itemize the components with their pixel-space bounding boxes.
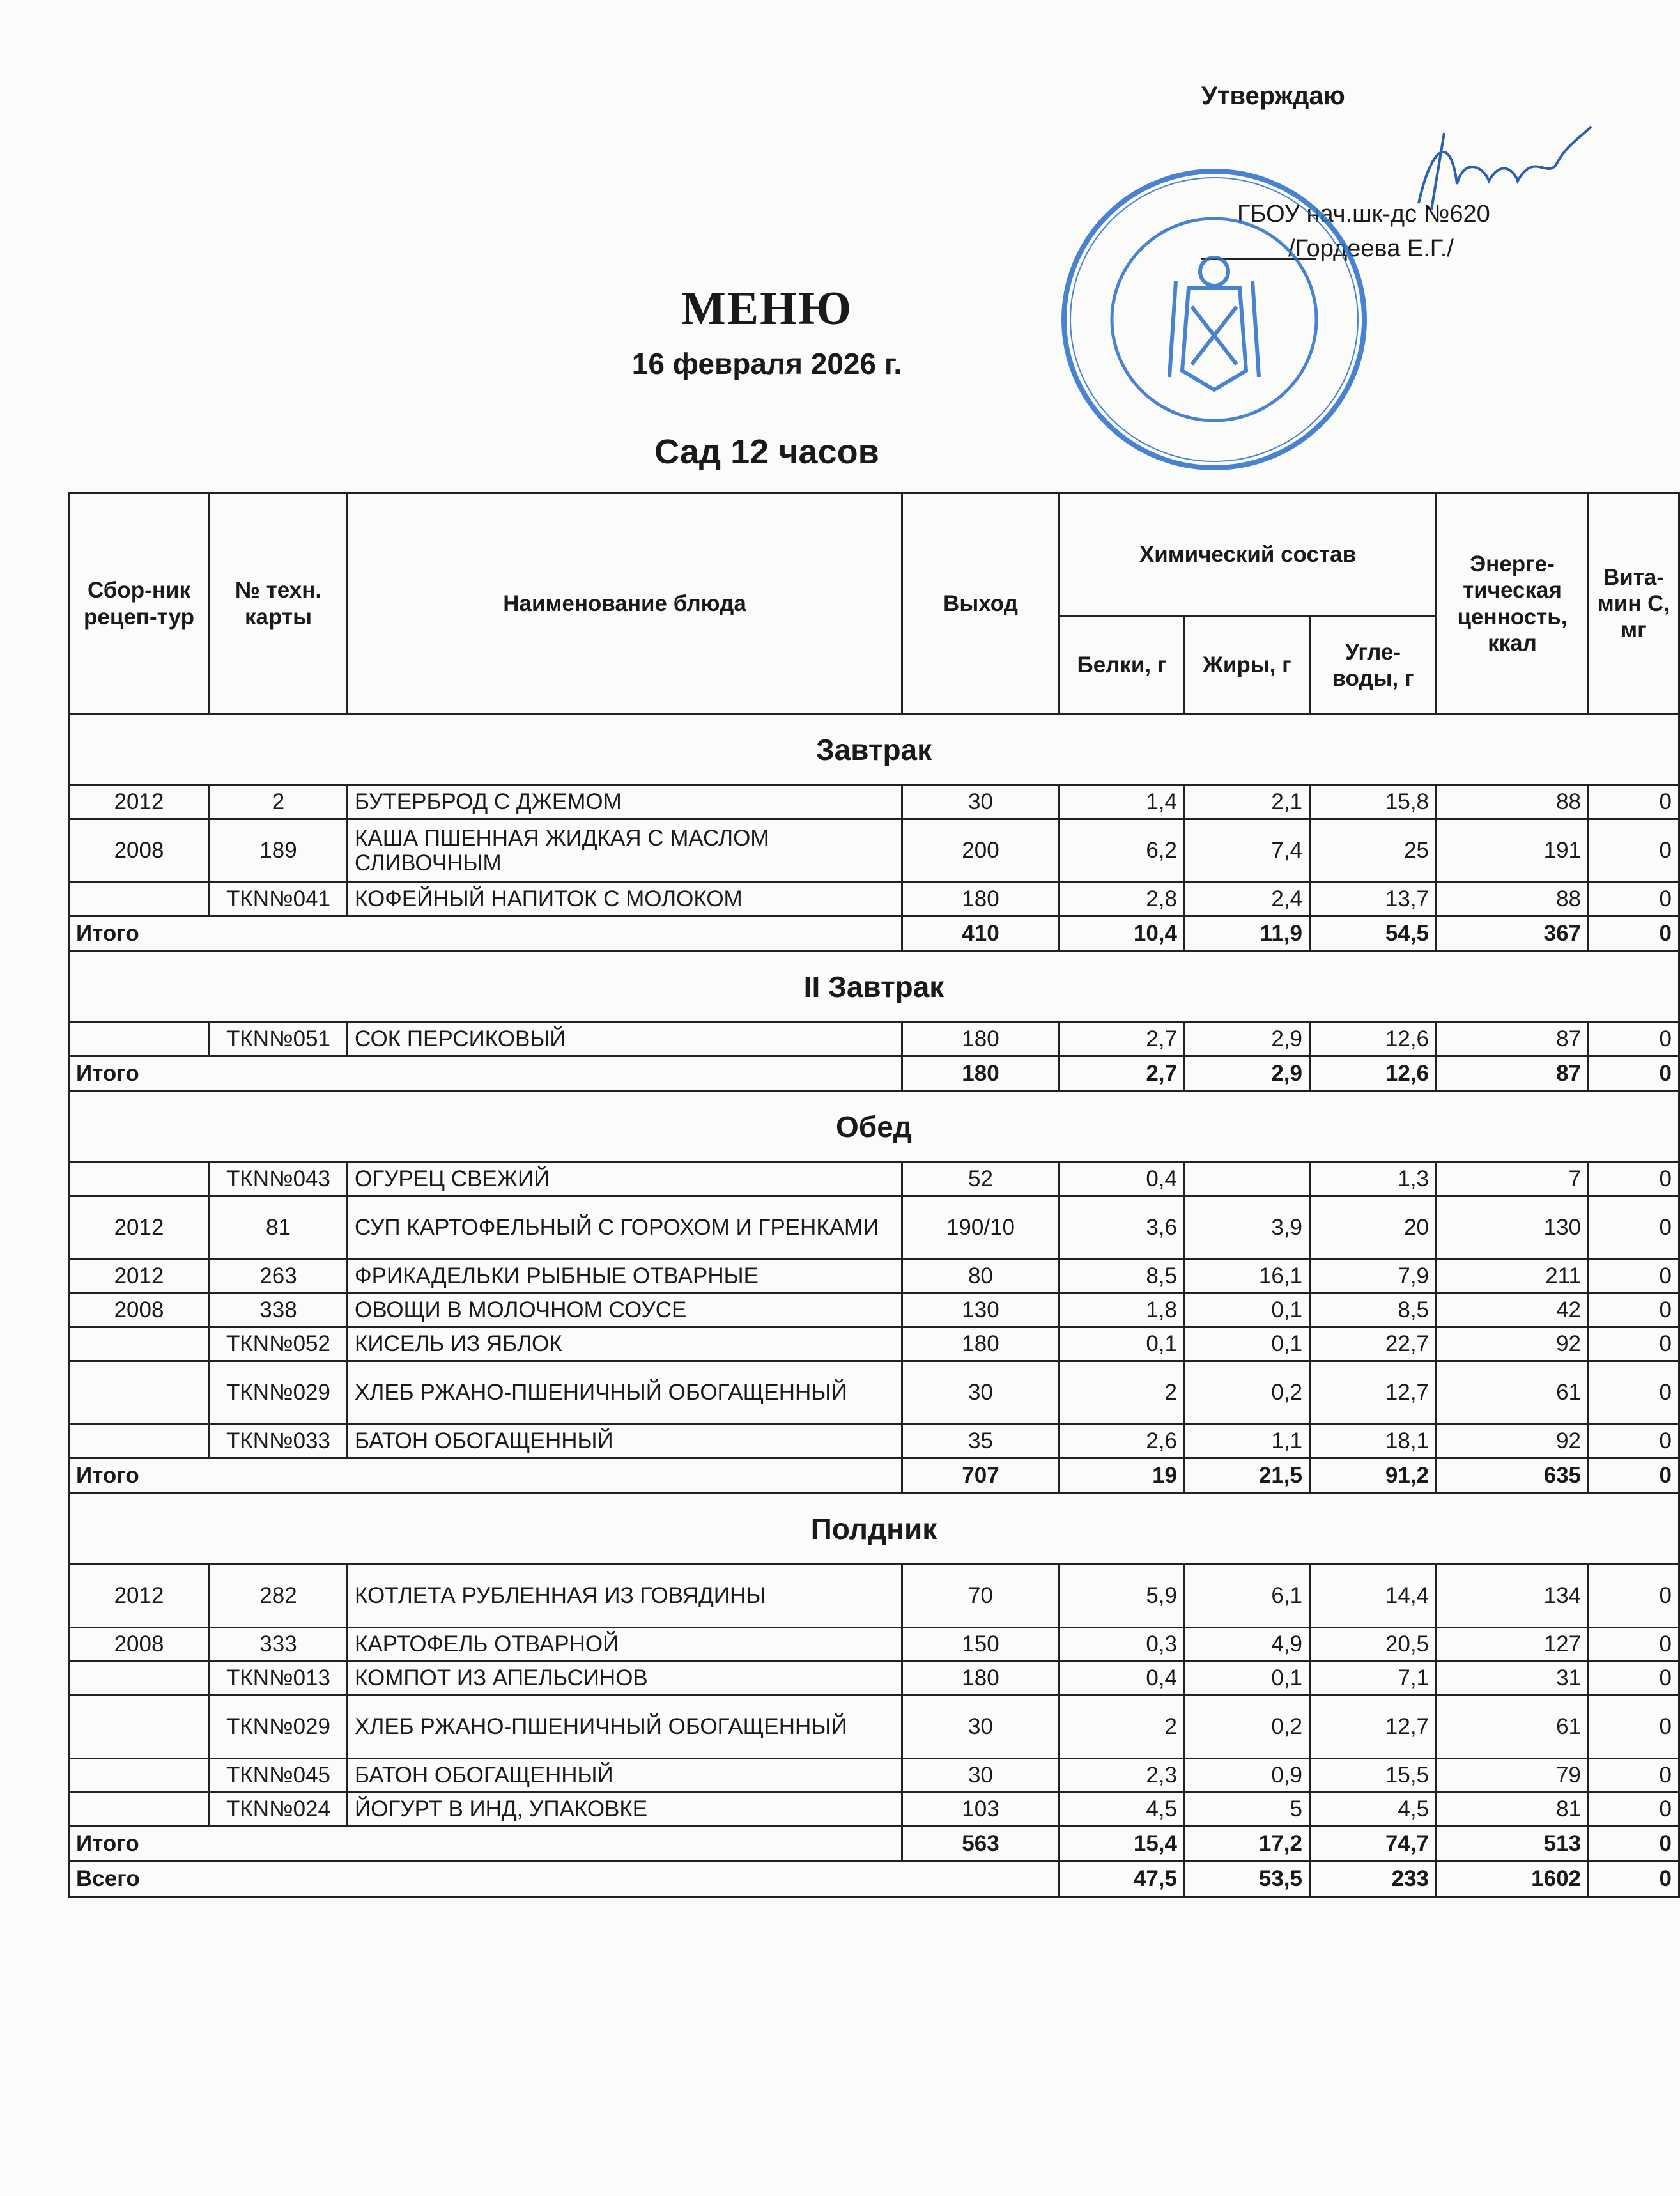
energy-cell: 61 xyxy=(1437,1361,1589,1425)
protein-cell: 8,5 xyxy=(1060,1260,1185,1294)
total-protein-cell: 15,4 xyxy=(1060,1827,1185,1862)
protein-cell: 2 xyxy=(1060,1361,1185,1425)
carbs-cell: 12,6 xyxy=(1310,1023,1437,1056)
protein-cell: 0,4 xyxy=(1060,1662,1185,1696)
energy-cell: 134 xyxy=(1437,1565,1589,1628)
collection-cell: 2008 xyxy=(69,1294,210,1327)
energy-cell: 191 xyxy=(1437,819,1589,883)
table-row xyxy=(69,883,1679,916)
total-label: Итого xyxy=(69,916,902,952)
collection-cell xyxy=(69,1163,210,1196)
total-fat-cell: 2,9 xyxy=(1185,1056,1310,1092)
official-stamp-icon xyxy=(1054,160,1374,479)
total-label: Итого xyxy=(69,1827,902,1862)
grand-total-protein-cell: 47,5 xyxy=(1060,1862,1185,1897)
tech-card-cell: 282 xyxy=(210,1565,348,1628)
grand-total-row xyxy=(69,1862,1679,1897)
section-header-row xyxy=(69,952,1679,1023)
carbs-cell: 12,7 xyxy=(1310,1361,1437,1425)
menu-table xyxy=(68,492,1680,1898)
total-portion-cell: 563 xyxy=(902,1827,1060,1862)
total-label: Итого xyxy=(69,1056,902,1092)
table-row xyxy=(69,819,1679,883)
section-title: II Завтрак xyxy=(69,952,1679,1023)
protein-cell: 0,4 xyxy=(1060,1163,1185,1196)
section-title: Полдник xyxy=(69,1494,1679,1565)
portion-cell: 30 xyxy=(902,1759,1060,1793)
col-header-fat: Жиры, г xyxy=(1185,617,1310,715)
portion-cell: 150 xyxy=(902,1628,1060,1662)
portion-cell: 35 xyxy=(902,1425,1060,1458)
page-title: МЕНЮ xyxy=(681,282,853,335)
collection-cell: 2012 xyxy=(69,785,210,819)
fat-cell: 2,4 xyxy=(1185,883,1310,916)
protein-cell: 4,5 xyxy=(1060,1793,1185,1827)
carbs-cell: 20 xyxy=(1310,1196,1437,1260)
total-carbs-cell: 54,5 xyxy=(1310,916,1437,952)
dish-name-cell: КАША ПШЕННАЯ ЖИДКАЯ С МАСЛОМ СЛИВОЧНЫМ xyxy=(348,819,902,883)
table-row xyxy=(69,1628,1679,1662)
tech-card-cell: 81 xyxy=(210,1196,348,1260)
total-vitc-cell: 0 xyxy=(1589,1458,1679,1494)
collection-cell xyxy=(69,1793,210,1827)
collection-cell: 2012 xyxy=(69,1260,210,1294)
total-energy-cell: 635 xyxy=(1437,1458,1589,1494)
table-row xyxy=(69,1327,1679,1361)
dish-name-cell: ОВОЩИ В МОЛОЧНОМ СОУСЕ xyxy=(348,1294,902,1327)
col-header-chemical: Химический состав xyxy=(1060,493,1437,617)
table-row xyxy=(69,1662,1679,1696)
total-vitc-cell: 0 xyxy=(1589,1827,1679,1862)
fat-cell: 0,2 xyxy=(1185,1361,1310,1425)
table-row xyxy=(69,1196,1679,1260)
col-header-dish-name: Наименование блюда xyxy=(348,493,902,715)
dish-name-cell: ХЛЕБ РЖАНО-ПШЕНИЧНЫЙ ОБОГАЩЕННЫЙ xyxy=(348,1361,902,1425)
collection-cell: 2012 xyxy=(69,1565,210,1628)
portion-cell: 180 xyxy=(902,883,1060,916)
table-row xyxy=(69,1260,1679,1294)
portion-cell: 180 xyxy=(902,1327,1060,1361)
portion-cell: 70 xyxy=(902,1565,1060,1628)
carbs-cell: 8,5 xyxy=(1310,1294,1437,1327)
collection-cell xyxy=(69,1662,210,1696)
fat-cell: 0,9 xyxy=(1185,1759,1310,1793)
protein-cell: 0,3 xyxy=(1060,1628,1185,1662)
tech-card-cell: 263 xyxy=(210,1260,348,1294)
energy-cell: 61 xyxy=(1437,1696,1589,1759)
dish-name-cell: СУП КАРТОФЕЛЬНЫЙ С ГОРОХОМ И ГРЕНКАМИ xyxy=(348,1196,902,1260)
col-header-energy: Энерге-тическая ценность, ккал xyxy=(1437,493,1589,715)
grand-total-label: Всего xyxy=(69,1862,1060,1897)
portion-cell: 30 xyxy=(902,785,1060,819)
energy-cell: 42 xyxy=(1437,1294,1589,1327)
energy-cell: 81 xyxy=(1437,1793,1589,1827)
total-energy-cell: 87 xyxy=(1437,1056,1589,1092)
vitamin-c-cell: 0 xyxy=(1589,883,1679,916)
carbs-cell: 12,7 xyxy=(1310,1696,1437,1759)
approval-signatory: /Гордеева Е.Г./ xyxy=(1288,235,1454,262)
carbs-cell: 7,1 xyxy=(1310,1662,1437,1696)
carbs-cell: 15,8 xyxy=(1310,785,1437,819)
collection-cell xyxy=(69,1023,210,1056)
fat-cell: 16,1 xyxy=(1185,1260,1310,1294)
dish-name-cell: ФРИКАДЕЛЬКИ РЫБНЫЕ ОТВАРНЫЕ xyxy=(348,1260,902,1294)
vitamin-c-cell: 0 xyxy=(1589,1294,1679,1327)
tech-card-cell: ТКN№029 xyxy=(210,1696,348,1759)
tech-card-cell: ТКN№013 xyxy=(210,1662,348,1696)
fat-cell: 7,4 xyxy=(1185,819,1310,883)
dish-name-cell: КОМПОТ ИЗ АПЕЛЬСИНОВ xyxy=(348,1662,902,1696)
carbs-cell: 14,4 xyxy=(1310,1565,1437,1628)
section-title: Завтрак xyxy=(69,715,1679,785)
fat-cell: 0,1 xyxy=(1185,1294,1310,1327)
collection-cell: 2008 xyxy=(69,1628,210,1662)
dish-name-cell: КОТЛЕТА РУБЛЕННАЯ ИЗ ГОВЯДИНЫ xyxy=(348,1565,902,1628)
section-header-row xyxy=(69,1494,1679,1565)
vitamin-c-cell: 0 xyxy=(1589,1662,1679,1696)
fat-cell: 2,9 xyxy=(1185,1023,1310,1056)
collection-cell xyxy=(69,883,210,916)
tech-card-cell: 338 xyxy=(210,1294,348,1327)
carbs-cell: 22,7 xyxy=(1310,1327,1437,1361)
portion-cell: 180 xyxy=(902,1023,1060,1056)
protein-cell: 2,8 xyxy=(1060,883,1185,916)
tech-card-cell: ТКN№052 xyxy=(210,1327,348,1361)
vitamin-c-cell: 0 xyxy=(1589,1023,1679,1056)
table-row xyxy=(69,1793,1679,1827)
vitamin-c-cell: 0 xyxy=(1589,1759,1679,1793)
section-total-row xyxy=(69,916,1679,952)
grand-total-energy-cell: 1602 xyxy=(1437,1862,1589,1897)
dish-name-cell: БУТЕРБРОД С ДЖЕМОМ xyxy=(348,785,902,819)
total-vitc-cell: 0 xyxy=(1589,916,1679,952)
fat-cell: 4,9 xyxy=(1185,1628,1310,1662)
portion-cell: 30 xyxy=(902,1696,1060,1759)
col-header-carbs: Угле-воды, г xyxy=(1310,617,1437,715)
carbs-cell: 7,9 xyxy=(1310,1260,1437,1294)
tech-card-cell: 2 xyxy=(210,785,348,819)
table-row xyxy=(69,1361,1679,1425)
dish-name-cell: КИСЕЛЬ ИЗ ЯБЛОК xyxy=(348,1327,902,1361)
energy-cell: 87 xyxy=(1437,1023,1589,1056)
total-energy-cell: 513 xyxy=(1437,1827,1589,1862)
collection-cell xyxy=(69,1696,210,1759)
protein-cell: 3,6 xyxy=(1060,1196,1185,1260)
table-row xyxy=(69,785,1679,819)
vitamin-c-cell: 0 xyxy=(1589,1628,1679,1662)
tech-card-cell: ТКN№033 xyxy=(210,1425,348,1458)
energy-cell: 7 xyxy=(1437,1163,1589,1196)
collection-cell xyxy=(69,1759,210,1793)
protein-cell: 2,7 xyxy=(1060,1023,1185,1056)
energy-cell: 127 xyxy=(1437,1628,1589,1662)
fat-cell: 0,1 xyxy=(1185,1327,1310,1361)
tech-card-cell: ТКN№043 xyxy=(210,1163,348,1196)
table-row xyxy=(69,1294,1679,1327)
protein-cell: 5,9 xyxy=(1060,1565,1185,1628)
fat-cell xyxy=(1185,1163,1310,1196)
energy-cell: 92 xyxy=(1437,1425,1589,1458)
fat-cell: 2,1 xyxy=(1185,785,1310,819)
menu-table-body xyxy=(69,715,1679,1897)
total-label: Итого xyxy=(69,1458,902,1494)
vitamin-c-cell: 0 xyxy=(1589,785,1679,819)
fat-cell: 3,9 xyxy=(1185,1196,1310,1260)
portion-cell: 180 xyxy=(902,1662,1060,1696)
table-row xyxy=(69,1696,1679,1759)
total-protein-cell: 19 xyxy=(1060,1458,1185,1494)
collection-cell xyxy=(69,1327,210,1361)
total-fat-cell: 21,5 xyxy=(1185,1458,1310,1494)
protein-cell: 2,3 xyxy=(1060,1759,1185,1793)
energy-cell: 211 xyxy=(1437,1260,1589,1294)
col-header-collection: Сбор-ник рецеп-тур xyxy=(69,493,210,715)
vitamin-c-cell: 0 xyxy=(1589,1696,1679,1759)
total-portion-cell: 410 xyxy=(902,916,1060,952)
section-header-row xyxy=(69,715,1679,785)
total-portion-cell: 707 xyxy=(902,1458,1060,1494)
carbs-cell: 1,3 xyxy=(1310,1163,1437,1196)
energy-cell: 88 xyxy=(1437,785,1589,819)
section-title: Обед xyxy=(69,1092,1679,1163)
total-carbs-cell: 91,2 xyxy=(1310,1458,1437,1494)
vitamin-c-cell: 0 xyxy=(1589,819,1679,883)
grand-total-fat-cell: 53,5 xyxy=(1185,1862,1310,1897)
portion-cell: 130 xyxy=(902,1294,1060,1327)
grand-total-vitc-cell: 0 xyxy=(1589,1862,1679,1897)
total-carbs-cell: 74,7 xyxy=(1310,1827,1437,1862)
dish-name-cell: ХЛЕБ РЖАНО-ПШЕНИЧНЫЙ ОБОГАЩЕННЫЙ xyxy=(348,1696,902,1759)
energy-cell: 79 xyxy=(1437,1759,1589,1793)
section-total-row xyxy=(69,1827,1679,1862)
energy-cell: 88 xyxy=(1437,883,1589,916)
protein-cell: 2,6 xyxy=(1060,1425,1185,1458)
grand-total-carbs-cell: 233 xyxy=(1310,1862,1437,1897)
collection-cell xyxy=(69,1425,210,1458)
col-header-vitamin-c: Вита-мин С, мг xyxy=(1589,493,1679,715)
portion-cell: 80 xyxy=(902,1260,1060,1294)
vitamin-c-cell: 0 xyxy=(1589,1196,1679,1260)
tech-card-cell: ТКN№051 xyxy=(210,1023,348,1056)
carbs-cell: 15,5 xyxy=(1310,1759,1437,1793)
carbs-cell: 18,1 xyxy=(1310,1425,1437,1458)
energy-cell: 92 xyxy=(1437,1327,1589,1361)
protein-cell: 6,2 xyxy=(1060,819,1185,883)
col-header-tech-card: № техн. карты xyxy=(210,493,348,715)
dish-name-cell: БАТОН ОБОГАЩЕННЫЙ xyxy=(348,1425,902,1458)
collection-cell xyxy=(69,1361,210,1425)
tech-card-cell: ТКN№041 xyxy=(210,883,348,916)
collection-cell: 2012 xyxy=(69,1196,210,1260)
total-portion-cell: 180 xyxy=(902,1056,1060,1092)
total-protein-cell: 10,4 xyxy=(1060,916,1185,952)
table-row xyxy=(69,1023,1679,1056)
collection-cell: 2008 xyxy=(69,819,210,883)
portion-cell: 30 xyxy=(902,1361,1060,1425)
fat-cell: 5 xyxy=(1185,1793,1310,1827)
tech-card-cell: ТКN№024 xyxy=(210,1793,348,1827)
dish-name-cell: КАРТОФЕЛЬ ОТВАРНОЙ xyxy=(348,1628,902,1662)
section-header-row xyxy=(69,1092,1679,1163)
protein-cell: 2 xyxy=(1060,1696,1185,1759)
title-block xyxy=(447,268,1086,472)
portion-cell: 190/10 xyxy=(902,1196,1060,1260)
vitamin-c-cell: 0 xyxy=(1589,1327,1679,1361)
fat-cell: 1,1 xyxy=(1185,1425,1310,1458)
fat-cell: 0,1 xyxy=(1185,1662,1310,1696)
menu-date: 16 февраля 2026 г. xyxy=(631,347,902,380)
total-vitc-cell: 0 xyxy=(1589,1056,1679,1092)
total-protein-cell: 2,7 xyxy=(1060,1056,1185,1092)
table-row xyxy=(69,1425,1679,1458)
approval-title: Утверждаю xyxy=(1201,82,1345,110)
dish-name-cell: КОФЕЙНЫЙ НАПИТОК С МОЛОКОМ xyxy=(348,883,902,916)
col-header-portion: Выход xyxy=(902,493,1060,715)
portion-cell: 52 xyxy=(902,1163,1060,1196)
vitamin-c-cell: 0 xyxy=(1589,1425,1679,1458)
protein-cell: 0,1 xyxy=(1060,1327,1185,1361)
carbs-cell: 20,5 xyxy=(1310,1628,1437,1662)
table-row xyxy=(69,1759,1679,1793)
protein-cell: 1,4 xyxy=(1060,785,1185,819)
table-row xyxy=(69,1163,1679,1196)
carbs-cell: 4,5 xyxy=(1310,1793,1437,1827)
fat-cell: 0,2 xyxy=(1185,1696,1310,1759)
carbs-cell: 25 xyxy=(1310,819,1437,883)
approval-organization: ГБОУ нач.шк-дс №620 xyxy=(1237,201,1490,228)
total-fat-cell: 11,9 xyxy=(1185,916,1310,952)
energy-cell: 31 xyxy=(1437,1662,1589,1696)
portion-cell: 200 xyxy=(902,819,1060,883)
tech-card-cell: ТКN№029 xyxy=(210,1361,348,1425)
portion-cell: 103 xyxy=(902,1793,1060,1827)
dish-name-cell: ЙОГУРТ В ИНД, УПАКОВКЕ xyxy=(348,1793,902,1827)
col-header-protein: Белки, г xyxy=(1060,617,1185,715)
protein-cell: 1,8 xyxy=(1060,1294,1185,1327)
vitamin-c-cell: 0 xyxy=(1589,1793,1679,1827)
fat-cell: 6,1 xyxy=(1185,1565,1310,1628)
vitamin-c-cell: 0 xyxy=(1589,1361,1679,1425)
section-total-row xyxy=(69,1458,1679,1494)
dish-name-cell: СОК ПЕРСИКОВЫЙ xyxy=(348,1023,902,1056)
total-fat-cell: 17,2 xyxy=(1185,1827,1310,1862)
total-energy-cell: 367 xyxy=(1437,916,1589,952)
dish-name-cell: ОГУРЕЦ СВЕЖИЙ xyxy=(348,1163,902,1196)
section-total-row xyxy=(69,1056,1679,1092)
vitamin-c-cell: 0 xyxy=(1589,1163,1679,1196)
vitamin-c-cell: 0 xyxy=(1589,1260,1679,1294)
tech-card-cell: ТКN№045 xyxy=(210,1759,348,1793)
vitamin-c-cell: 0 xyxy=(1589,1565,1679,1628)
energy-cell: 130 xyxy=(1437,1196,1589,1260)
carbs-cell: 13,7 xyxy=(1310,883,1437,916)
tech-card-cell: 189 xyxy=(210,819,348,883)
table-row xyxy=(69,1565,1679,1628)
tech-card-cell: 333 xyxy=(210,1628,348,1662)
dish-name-cell: БАТОН ОБОГАЩЕННЫЙ xyxy=(348,1759,902,1793)
menu-subtitle: Сад 12 часов xyxy=(654,433,879,471)
total-carbs-cell: 12,6 xyxy=(1310,1056,1437,1092)
